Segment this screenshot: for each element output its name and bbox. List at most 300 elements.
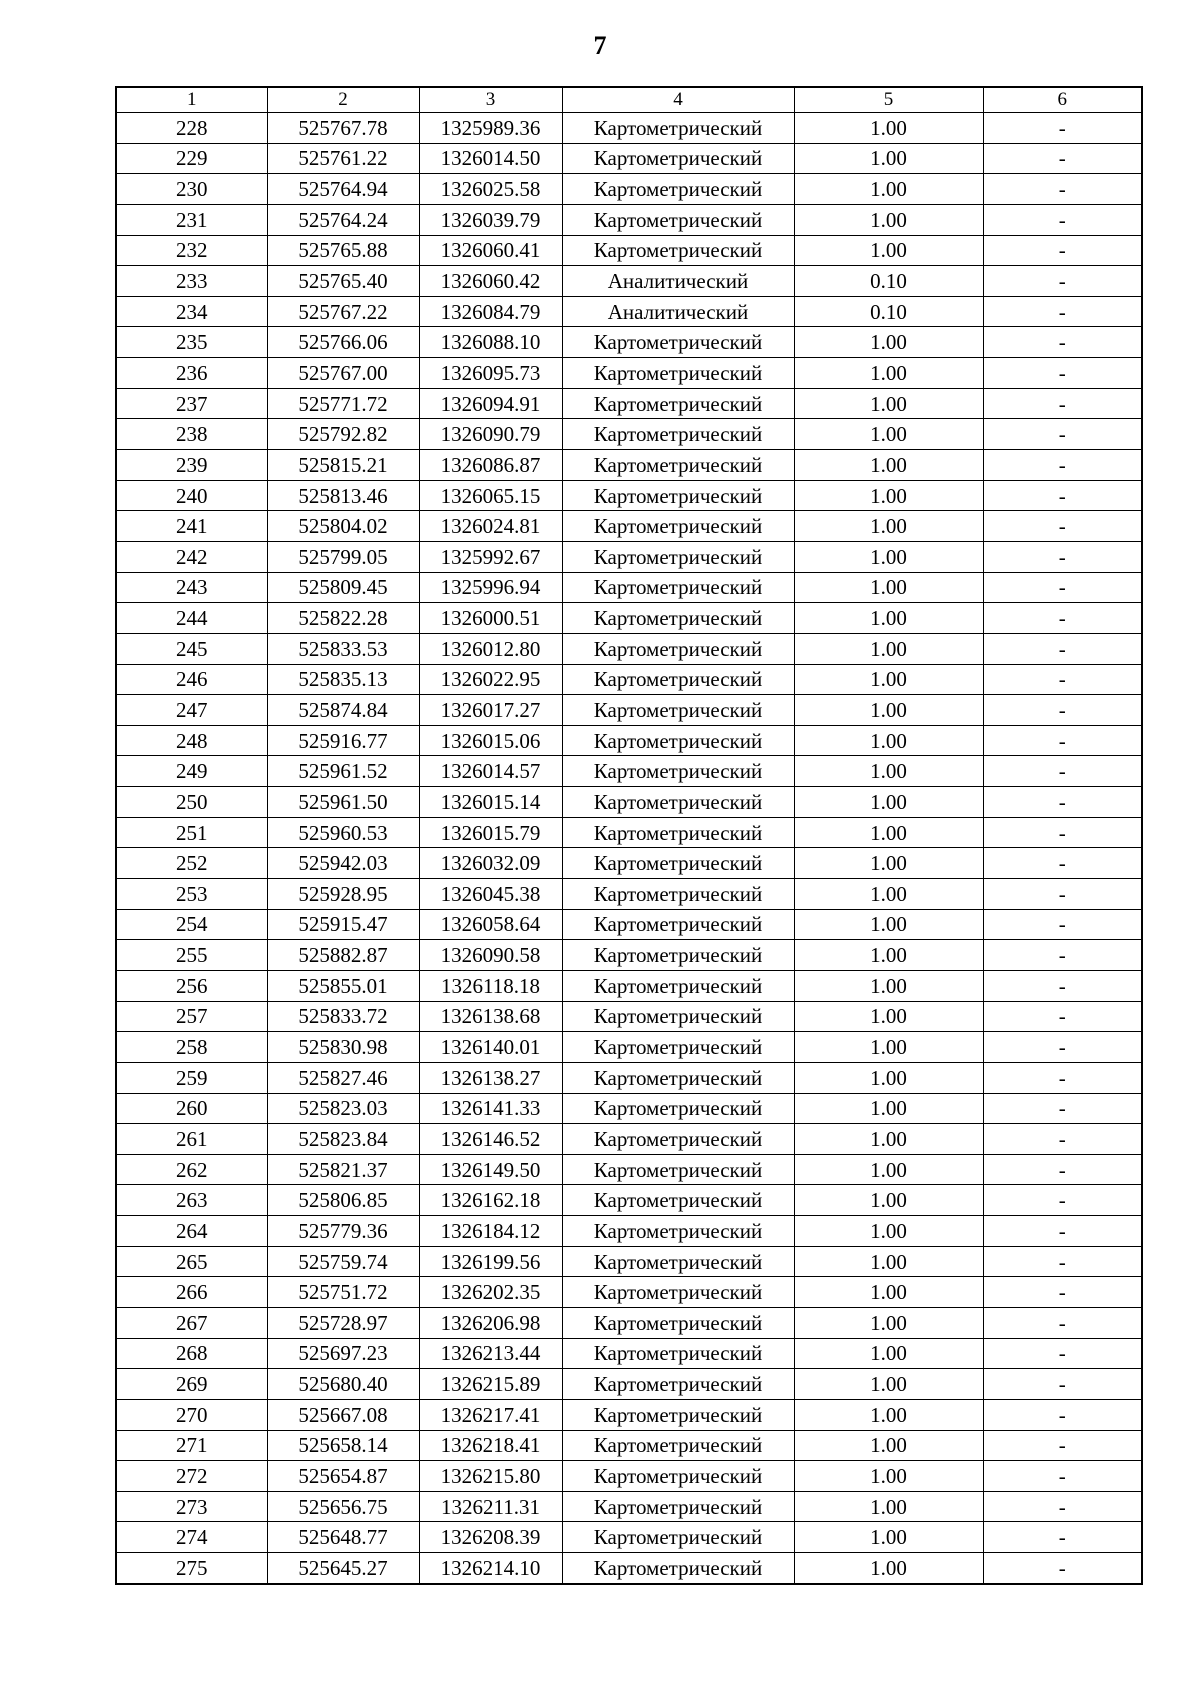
accuracy-cell: 1.00 xyxy=(794,1553,983,1584)
method-cell: Картометрический xyxy=(562,1062,794,1093)
table-row xyxy=(116,358,1142,389)
note-cell: - xyxy=(983,296,1142,327)
accuracy-cell: 1.00 xyxy=(794,970,983,1001)
x-coordinate-cell: 525822.28 xyxy=(267,603,419,634)
table-row xyxy=(116,327,1142,358)
method-cell: Картометрический xyxy=(562,817,794,848)
table-row xyxy=(116,174,1142,205)
x-coordinate-cell: 525855.01 xyxy=(267,970,419,1001)
accuracy-cell: 1.00 xyxy=(794,450,983,481)
y-coordinate-cell: 1326060.41 xyxy=(419,235,562,266)
table-row xyxy=(116,1399,1142,1430)
table-row xyxy=(116,1307,1142,1338)
point-number-cell: 243 xyxy=(116,572,267,603)
accuracy-cell: 1.00 xyxy=(794,1461,983,1492)
point-number-cell: 232 xyxy=(116,235,267,266)
x-coordinate-cell: 525823.03 xyxy=(267,1093,419,1124)
method-cell: Картометрический xyxy=(562,358,794,389)
accuracy-cell: 1.00 xyxy=(794,113,983,144)
accuracy-cell: 1.00 xyxy=(794,1399,983,1430)
method-cell: Картометрический xyxy=(562,327,794,358)
x-coordinate-cell: 525648.77 xyxy=(267,1522,419,1553)
table-row xyxy=(116,572,1142,603)
x-coordinate-cell: 525767.00 xyxy=(267,358,419,389)
table-row xyxy=(116,1001,1142,1032)
point-number-cell: 252 xyxy=(116,848,267,879)
note-cell: - xyxy=(983,787,1142,818)
table-row xyxy=(116,388,1142,419)
y-coordinate-cell: 1326090.58 xyxy=(419,940,562,971)
method-cell: Картометрический xyxy=(562,1369,794,1400)
method-cell: Картометрический xyxy=(562,1491,794,1522)
table-row xyxy=(116,756,1142,787)
note-cell: - xyxy=(983,511,1142,542)
method-cell: Картометрический xyxy=(562,1154,794,1185)
table-row xyxy=(116,725,1142,756)
method-cell: Картометрический xyxy=(562,1522,794,1553)
y-coordinate-cell: 1326015.06 xyxy=(419,725,562,756)
point-number-cell: 256 xyxy=(116,970,267,1001)
table-row xyxy=(116,603,1142,634)
table-row xyxy=(116,787,1142,818)
y-coordinate-cell: 1326014.57 xyxy=(419,756,562,787)
note-cell: - xyxy=(983,1062,1142,1093)
accuracy-cell: 1.00 xyxy=(794,603,983,634)
accuracy-cell: 1.00 xyxy=(794,940,983,971)
accuracy-cell: 1.00 xyxy=(794,388,983,419)
note-cell: - xyxy=(983,1216,1142,1247)
y-coordinate-cell: 1326214.10 xyxy=(419,1553,562,1584)
point-number-cell: 267 xyxy=(116,1307,267,1338)
method-cell: Картометрический xyxy=(562,1246,794,1277)
y-coordinate-cell: 1326032.09 xyxy=(419,848,562,879)
note-cell: - xyxy=(983,388,1142,419)
y-coordinate-cell: 1326215.89 xyxy=(419,1369,562,1400)
y-coordinate-cell: 1326084.79 xyxy=(419,296,562,327)
method-cell: Картометрический xyxy=(562,204,794,235)
point-number-cell: 229 xyxy=(116,143,267,174)
y-coordinate-cell: 1326202.35 xyxy=(419,1277,562,1308)
table-header xyxy=(116,87,1142,113)
method-cell: Картометрический xyxy=(562,1093,794,1124)
point-number-cell: 233 xyxy=(116,266,267,297)
note-cell: - xyxy=(983,970,1142,1001)
accuracy-cell: 1.00 xyxy=(794,174,983,205)
y-coordinate-cell: 1325989.36 xyxy=(419,113,562,144)
point-number-cell: 268 xyxy=(116,1338,267,1369)
point-number-cell: 249 xyxy=(116,756,267,787)
x-coordinate-cell: 525759.74 xyxy=(267,1246,419,1277)
point-number-cell: 255 xyxy=(116,940,267,971)
note-cell: - xyxy=(983,541,1142,572)
accuracy-cell: 1.00 xyxy=(794,541,983,572)
table-row xyxy=(116,1246,1142,1277)
table-row xyxy=(116,909,1142,940)
x-coordinate-cell: 525767.22 xyxy=(267,296,419,327)
x-coordinate-cell: 525779.36 xyxy=(267,1216,419,1247)
point-number-cell: 257 xyxy=(116,1001,267,1032)
point-number-cell: 240 xyxy=(116,480,267,511)
point-number-cell: 238 xyxy=(116,419,267,450)
note-cell: - xyxy=(983,940,1142,971)
note-cell: - xyxy=(983,879,1142,910)
accuracy-cell: 1.00 xyxy=(794,1338,983,1369)
point-number-cell: 275 xyxy=(116,1553,267,1584)
y-coordinate-cell: 1326217.41 xyxy=(419,1399,562,1430)
table-row xyxy=(116,1124,1142,1155)
note-cell: - xyxy=(983,450,1142,481)
note-cell: - xyxy=(983,909,1142,940)
point-number-cell: 244 xyxy=(116,603,267,634)
accuracy-cell: 1.00 xyxy=(794,633,983,664)
table-row xyxy=(116,1277,1142,1308)
x-coordinate-cell: 525751.72 xyxy=(267,1277,419,1308)
accuracy-cell: 1.00 xyxy=(794,725,983,756)
note-cell: - xyxy=(983,1399,1142,1430)
x-coordinate-cell: 525767.78 xyxy=(267,113,419,144)
note-cell: - xyxy=(983,603,1142,634)
accuracy-cell: 1.00 xyxy=(794,572,983,603)
table-body xyxy=(116,113,1142,1584)
method-cell: Картометрический xyxy=(562,1001,794,1032)
note-cell: - xyxy=(983,174,1142,205)
note-cell: - xyxy=(983,1553,1142,1584)
note-cell: - xyxy=(983,419,1142,450)
accuracy-cell: 1.00 xyxy=(794,1032,983,1063)
method-cell: Картометрический xyxy=(562,388,794,419)
y-coordinate-cell: 1326141.33 xyxy=(419,1093,562,1124)
x-coordinate-cell: 525815.21 xyxy=(267,450,419,481)
method-cell: Картометрический xyxy=(562,879,794,910)
table-row xyxy=(116,1093,1142,1124)
table-row xyxy=(116,1062,1142,1093)
table-row xyxy=(116,1461,1142,1492)
method-cell: Картометрический xyxy=(562,664,794,695)
y-coordinate-cell: 1326017.27 xyxy=(419,695,562,726)
accuracy-cell: 1.00 xyxy=(794,1154,983,1185)
x-coordinate-cell: 525667.08 xyxy=(267,1399,419,1430)
accuracy-cell: 1.00 xyxy=(794,235,983,266)
note-cell: - xyxy=(983,327,1142,358)
note-cell: - xyxy=(983,1001,1142,1032)
x-coordinate-cell: 525804.02 xyxy=(267,511,419,542)
accuracy-cell: 1.00 xyxy=(794,327,983,358)
accuracy-cell: 1.00 xyxy=(794,358,983,389)
note-cell: - xyxy=(983,1369,1142,1400)
y-coordinate-cell: 1326060.42 xyxy=(419,266,562,297)
note-cell: - xyxy=(983,817,1142,848)
table-row xyxy=(116,541,1142,572)
method-cell: Картометрический xyxy=(562,603,794,634)
x-coordinate-cell: 525680.40 xyxy=(267,1369,419,1400)
note-cell: - xyxy=(983,1461,1142,1492)
point-number-cell: 264 xyxy=(116,1216,267,1247)
table-row xyxy=(116,1185,1142,1216)
accuracy-cell: 1.00 xyxy=(794,1369,983,1400)
y-coordinate-cell: 1326118.18 xyxy=(419,970,562,1001)
method-cell: Картометрический xyxy=(562,1216,794,1247)
table-row xyxy=(116,113,1142,144)
table-row xyxy=(116,633,1142,664)
x-coordinate-cell: 525771.72 xyxy=(267,388,419,419)
y-coordinate-cell: 1326000.51 xyxy=(419,603,562,634)
y-coordinate-cell: 1326090.79 xyxy=(419,419,562,450)
accuracy-cell: 1.00 xyxy=(794,1093,983,1124)
y-coordinate-cell: 1326088.10 xyxy=(419,327,562,358)
accuracy-cell: 1.00 xyxy=(794,1277,983,1308)
method-cell: Картометрический xyxy=(562,695,794,726)
note-cell: - xyxy=(983,1154,1142,1185)
accuracy-cell: 1.00 xyxy=(794,848,983,879)
x-coordinate-cell: 525833.72 xyxy=(267,1001,419,1032)
note-cell: - xyxy=(983,1522,1142,1553)
y-coordinate-cell: 1326039.79 xyxy=(419,204,562,235)
x-coordinate-cell: 525645.27 xyxy=(267,1553,419,1584)
accuracy-cell: 1.00 xyxy=(794,1216,983,1247)
method-cell: Картометрический xyxy=(562,480,794,511)
y-coordinate-cell: 1325992.67 xyxy=(419,541,562,572)
accuracy-cell: 1.00 xyxy=(794,1430,983,1461)
x-coordinate-cell: 525960.53 xyxy=(267,817,419,848)
table-row xyxy=(116,879,1142,910)
y-coordinate-cell: 1326211.31 xyxy=(419,1491,562,1522)
note-cell: - xyxy=(983,480,1142,511)
point-number-cell: 258 xyxy=(116,1032,267,1063)
accuracy-cell: 1.00 xyxy=(794,1307,983,1338)
y-coordinate-cell: 1326218.41 xyxy=(419,1430,562,1461)
note-cell: - xyxy=(983,1491,1142,1522)
table-row xyxy=(116,1553,1142,1584)
method-cell: Картометрический xyxy=(562,940,794,971)
table-row xyxy=(116,1491,1142,1522)
note-cell: - xyxy=(983,266,1142,297)
point-number-cell: 251 xyxy=(116,817,267,848)
x-coordinate-cell: 525656.75 xyxy=(267,1491,419,1522)
point-number-cell: 263 xyxy=(116,1185,267,1216)
note-cell: - xyxy=(983,756,1142,787)
method-cell: Картометрический xyxy=(562,1399,794,1430)
column-header-6: 6 xyxy=(983,87,1142,113)
point-number-cell: 273 xyxy=(116,1491,267,1522)
x-coordinate-cell: 525658.14 xyxy=(267,1430,419,1461)
method-cell: Картометрический xyxy=(562,848,794,879)
method-cell: Аналитический xyxy=(562,266,794,297)
table-row xyxy=(116,296,1142,327)
x-coordinate-cell: 525961.52 xyxy=(267,756,419,787)
note-cell: - xyxy=(983,1246,1142,1277)
y-coordinate-cell: 1326146.52 xyxy=(419,1124,562,1155)
table-row xyxy=(116,204,1142,235)
method-cell: Картометрический xyxy=(562,1124,794,1155)
note-cell: - xyxy=(983,1093,1142,1124)
method-cell: Картометрический xyxy=(562,1461,794,1492)
column-header-2: 2 xyxy=(267,87,419,113)
x-coordinate-cell: 525942.03 xyxy=(267,848,419,879)
point-number-cell: 272 xyxy=(116,1461,267,1492)
table-row xyxy=(116,1522,1142,1553)
note-cell: - xyxy=(983,1124,1142,1155)
column-header-5: 5 xyxy=(794,87,983,113)
x-coordinate-cell: 525765.40 xyxy=(267,266,419,297)
x-coordinate-cell: 525835.13 xyxy=(267,664,419,695)
table-row xyxy=(116,450,1142,481)
point-number-cell: 248 xyxy=(116,725,267,756)
method-cell: Картометрический xyxy=(562,1338,794,1369)
accuracy-cell: 1.00 xyxy=(794,1522,983,1553)
table-row xyxy=(116,695,1142,726)
method-cell: Картометрический xyxy=(562,909,794,940)
method-cell: Картометрический xyxy=(562,113,794,144)
y-coordinate-cell: 1326162.18 xyxy=(419,1185,562,1216)
y-coordinate-cell: 1326184.12 xyxy=(419,1216,562,1247)
y-coordinate-cell: 1326015.14 xyxy=(419,787,562,818)
accuracy-cell: 1.00 xyxy=(794,787,983,818)
accuracy-cell: 1.00 xyxy=(794,1491,983,1522)
point-number-cell: 235 xyxy=(116,327,267,358)
x-coordinate-cell: 525821.37 xyxy=(267,1154,419,1185)
method-cell: Картометрический xyxy=(562,511,794,542)
y-coordinate-cell: 1326065.15 xyxy=(419,480,562,511)
point-number-cell: 271 xyxy=(116,1430,267,1461)
table-row xyxy=(116,1338,1142,1369)
point-number-cell: 265 xyxy=(116,1246,267,1277)
point-number-cell: 250 xyxy=(116,787,267,818)
point-number-cell: 261 xyxy=(116,1124,267,1155)
y-coordinate-cell: 1326149.50 xyxy=(419,1154,562,1185)
method-cell: Картометрический xyxy=(562,970,794,1001)
y-coordinate-cell: 1326094.91 xyxy=(419,388,562,419)
point-number-cell: 270 xyxy=(116,1399,267,1430)
table-row xyxy=(116,480,1142,511)
point-number-cell: 236 xyxy=(116,358,267,389)
point-number-cell: 254 xyxy=(116,909,267,940)
y-coordinate-cell: 1326208.39 xyxy=(419,1522,562,1553)
note-cell: - xyxy=(983,664,1142,695)
point-number-cell: 266 xyxy=(116,1277,267,1308)
method-cell: Картометрический xyxy=(562,1307,794,1338)
note-cell: - xyxy=(983,235,1142,266)
y-coordinate-cell: 1326215.80 xyxy=(419,1461,562,1492)
y-coordinate-cell: 1326024.81 xyxy=(419,511,562,542)
column-header-4: 4 xyxy=(562,87,794,113)
y-coordinate-cell: 1326206.98 xyxy=(419,1307,562,1338)
note-cell: - xyxy=(983,572,1142,603)
header-row xyxy=(116,87,1142,113)
point-number-cell: 230 xyxy=(116,174,267,205)
x-coordinate-cell: 525961.50 xyxy=(267,787,419,818)
y-coordinate-cell: 1326015.79 xyxy=(419,817,562,848)
accuracy-cell: 0.10 xyxy=(794,266,983,297)
point-number-cell: 253 xyxy=(116,879,267,910)
accuracy-cell: 1.00 xyxy=(794,1001,983,1032)
y-coordinate-cell: 1326140.01 xyxy=(419,1032,562,1063)
x-coordinate-cell: 525830.98 xyxy=(267,1032,419,1063)
x-coordinate-cell: 525827.46 xyxy=(267,1062,419,1093)
x-coordinate-cell: 525654.87 xyxy=(267,1461,419,1492)
accuracy-cell: 1.00 xyxy=(794,204,983,235)
x-coordinate-cell: 525764.94 xyxy=(267,174,419,205)
method-cell: Аналитический xyxy=(562,296,794,327)
accuracy-cell: 1.00 xyxy=(794,1246,983,1277)
note-cell: - xyxy=(983,1430,1142,1461)
method-cell: Картометрический xyxy=(562,633,794,664)
table-row xyxy=(116,511,1142,542)
method-cell: Картометрический xyxy=(562,1185,794,1216)
accuracy-cell: 1.00 xyxy=(794,511,983,542)
method-cell: Картометрический xyxy=(562,572,794,603)
point-number-cell: 237 xyxy=(116,388,267,419)
accuracy-cell: 1.00 xyxy=(794,1185,983,1216)
table-row xyxy=(116,1369,1142,1400)
column-header-3: 3 xyxy=(419,87,562,113)
x-coordinate-cell: 525799.05 xyxy=(267,541,419,572)
accuracy-cell: 1.00 xyxy=(794,695,983,726)
x-coordinate-cell: 525792.82 xyxy=(267,419,419,450)
method-cell: Картометрический xyxy=(562,1430,794,1461)
x-coordinate-cell: 525766.06 xyxy=(267,327,419,358)
accuracy-cell: 1.00 xyxy=(794,143,983,174)
y-coordinate-cell: 1326138.68 xyxy=(419,1001,562,1032)
method-cell: Картометрический xyxy=(562,756,794,787)
point-number-cell: 234 xyxy=(116,296,267,327)
note-cell: - xyxy=(983,725,1142,756)
point-number-cell: 260 xyxy=(116,1093,267,1124)
x-coordinate-cell: 525809.45 xyxy=(267,572,419,603)
y-coordinate-cell: 1326012.80 xyxy=(419,633,562,664)
x-coordinate-cell: 525813.46 xyxy=(267,480,419,511)
table-row xyxy=(116,1216,1142,1247)
note-cell: - xyxy=(983,1032,1142,1063)
accuracy-cell: 1.00 xyxy=(794,664,983,695)
method-cell: Картометрический xyxy=(562,143,794,174)
accuracy-cell: 1.00 xyxy=(794,419,983,450)
x-coordinate-cell: 525833.53 xyxy=(267,633,419,664)
point-number-cell: 246 xyxy=(116,664,267,695)
x-coordinate-cell: 525761.22 xyxy=(267,143,419,174)
x-coordinate-cell: 525882.87 xyxy=(267,940,419,971)
method-cell: Картометрический xyxy=(562,787,794,818)
y-coordinate-cell: 1326213.44 xyxy=(419,1338,562,1369)
table-row xyxy=(116,664,1142,695)
accuracy-cell: 1.00 xyxy=(794,879,983,910)
y-coordinate-cell: 1326025.58 xyxy=(419,174,562,205)
note-cell: - xyxy=(983,633,1142,664)
column-header-1: 1 xyxy=(116,87,267,113)
accuracy-cell: 1.00 xyxy=(794,817,983,848)
page-number: 7 xyxy=(593,31,607,60)
x-coordinate-cell: 525928.95 xyxy=(267,879,419,910)
y-coordinate-cell: 1326138.27 xyxy=(419,1062,562,1093)
table-row xyxy=(116,266,1142,297)
point-number-cell: 231 xyxy=(116,204,267,235)
x-coordinate-cell: 525697.23 xyxy=(267,1338,419,1369)
note-cell: - xyxy=(983,204,1142,235)
accuracy-cell: 0.10 xyxy=(794,296,983,327)
note-cell: - xyxy=(983,1277,1142,1308)
accuracy-cell: 1.00 xyxy=(794,1062,983,1093)
method-cell: Картометрический xyxy=(562,1277,794,1308)
y-coordinate-cell: 1326095.73 xyxy=(419,358,562,389)
y-coordinate-cell: 1326022.95 xyxy=(419,664,562,695)
y-coordinate-cell: 1325996.94 xyxy=(419,572,562,603)
note-cell: - xyxy=(983,1307,1142,1338)
x-coordinate-cell: 525916.77 xyxy=(267,725,419,756)
x-coordinate-cell: 525764.24 xyxy=(267,204,419,235)
accuracy-cell: 1.00 xyxy=(794,480,983,511)
point-number-cell: 242 xyxy=(116,541,267,572)
method-cell: Картометрический xyxy=(562,541,794,572)
method-cell: Картометрический xyxy=(562,1553,794,1584)
